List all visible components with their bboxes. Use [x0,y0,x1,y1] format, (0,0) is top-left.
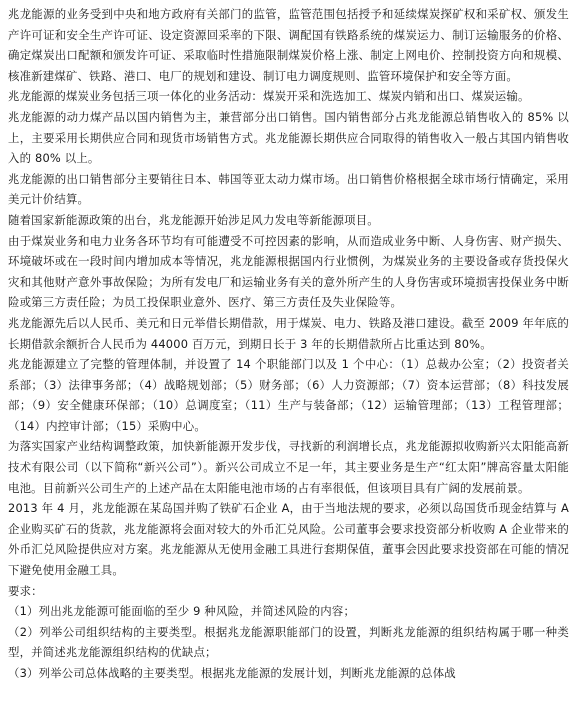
paragraph-borrowings: 兆龙能源先后以人民币、美元和日元举借长期借款，用于煤炭、电力、铁路及港口建设。截至 2009 年年底的长期借款余额折合人民币为 44000 百万元，到期日长于 3 年的长期借款所占比重达到 80%。 [8,315,569,351]
paragraph-insurance: 由于煤炭业务和电力业务各环节均有可能遭受不可控因素的影响，从而造成业务中断、人身伤害、财产损失、环境破坏或在一段时间内增加成本等情况，兆龙能源根据国内行业惯例，为煤炭业务的主要设备或存货投保火灾和其他财产意外事故保险；为所有发电厂和运输业务有关的意外所产生的人身伤害或环境损害投保业务中断险或第三方责任险；为员工投保职业意外、医疗、第三方责任及失业保险等。 [8,233,569,310]
requirement-item-1: （1）列出兆龙能源可能面临的至少 9 种风险，并简述风险的内容； [8,604,356,619]
paragraph-coal-business: 兆龙能源的煤炭业务包括三项一体化的业务活动：煤炭开采和洗选加工、煤炭内销和出口、煤炭运输。 [8,89,530,104]
paragraph-new-energy: 随着国家新能源政策的出台，兆龙能源开始涉足风力发电等新能源项目。 [8,212,379,227]
paragraph-domestic-sales: 兆龙能源的动力煤产品以国内销售为主，兼营部分出口销售。国内销售部分占兆龙能源总销售收入的 85% 以上，主要采用长期供应合同和现货市场销售方式。兆龙能源长期供应合同取得的销售收入一般占其国内销售收入的 80% 以上。 [8,109,569,166]
requirements-heading: 要求： [8,583,43,598]
paragraph-export-sales: 兆龙能源的出口销售部分主要销往日本、韩国等亚太动力煤市场。出口销售价格根据全球市场行情确定，采用美元计价结算。 [8,171,569,207]
paragraph-regulation: 兆龙能源的业务受到中央和地方政府有关部门的监管，监管范围包括授予和延续煤炭探矿权和采矿权、颁发生产许可证和安全生产许可证、设定资源回采率的下限、调配国有铁路系统的煤炭运力、制订运输服务的价格、确定煤炭出口配额和颁发许可证、采取临时性措施限制煤炭价格上涨、制定上网电价、控制投资方向和规模、核准新建煤矿、铁路、港口、电厂的规划和建设、制订电力调度规则、监管环境保护和安全等方面。 [8,7,569,83]
requirement-item-2: （2）列举公司组织结构的主要类型。根据兆龙能源职能部门的设置，判断兆龙能源的组织结构属于哪一种类型，并简述兆龙能源组织结构的优缺点； [8,624,569,660]
paragraph-departments: 兆龙能源建立了完整的管理体制，并设置了 14 个职能部门以及 1 个中心：（1）总裁办公室；（2）投资者关系部；（3）法律事务部；（4）战略规划部；（5）财务部；（6）人力资源部；（7）资本运营部；（8）科技发展部；（9）安全健康环保部；（10）总调度室；（11）生产与装备部；（12）运输管理部；（13）工程管理部；（14）内控审计部；（15）采购中心。 [8,357,569,433]
paragraph-acquisition: 为落实国家产业结构调整政策，加快新能源开发步伐，寻找新的利润增长点，兆龙能源拟收购新兴太阳能高新技术有限公司（以下简称“新兴公司”）。新兴公司成立不足一年，其主要业务是生产“红太阳”牌高容量太阳能电池。目前新兴公司生产的上述产品在太阳能电池市场的占有率很低，但该项目具有广阔的发展前景。 [8,439,569,495]
paragraph-fx-risk: 2013 年 4 月，兆龙能源在某岛国并购了铁矿石企业 A，由于当地法规的要求，必须以岛国货币现金结算与 A 企业购买矿石的货款，兆龙能源将会面对较大的外币汇兑风险。公司董事会要求投资部分析收购 A 企业带来的外币汇兑风险提供应对方案。兆龙能源从无使用金融工具进行套期保值，董事会因此要求投资部在可能的情况下避免使用金融工具。 [8,501,569,578]
requirement-item-3: （3）列举公司总体战略的主要类型。根据兆龙能源的发展计划，判断兆龙能源的总体战 [8,666,456,680]
